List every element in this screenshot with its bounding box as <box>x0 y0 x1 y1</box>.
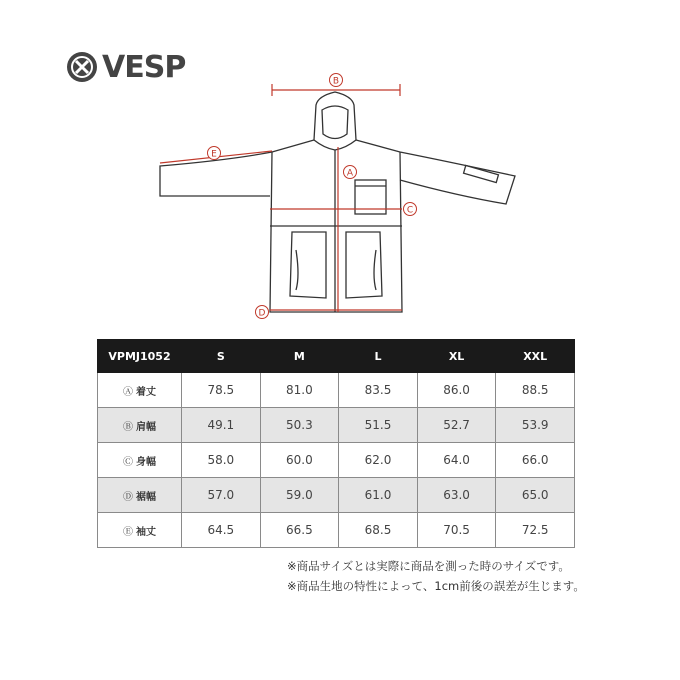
row-label: Ⓐ 着丈 <box>98 373 182 408</box>
table-cell: 49.1 <box>182 408 261 443</box>
svg-text:D: D <box>258 308 266 319</box>
marker-c <box>404 203 417 216</box>
table-row <box>98 443 575 478</box>
jacket-diagram <box>0 0 680 330</box>
measurement-lines <box>160 84 402 312</box>
table-cell: 64.0 <box>417 443 496 478</box>
table-cell: 72.5 <box>496 513 575 548</box>
row-label: Ⓓ 裾幅 <box>98 478 182 513</box>
size-header: XXL <box>496 340 575 373</box>
size-header: L <box>339 340 418 373</box>
table-cell: 64.5 <box>182 513 261 548</box>
table-cell: 83.5 <box>339 373 418 408</box>
table-row <box>98 373 575 408</box>
size-header: M <box>260 340 339 373</box>
table-cell: 53.9 <box>496 408 575 443</box>
marker-a <box>344 166 357 179</box>
svg-text:B: B <box>332 76 340 87</box>
row-label: Ⓑ 肩幅 <box>98 408 182 443</box>
table-header-row <box>98 340 575 373</box>
marker-b <box>330 74 343 87</box>
table-cell: 61.0 <box>339 478 418 513</box>
model-number-header: VPMJ1052 <box>98 340 182 373</box>
note-line: ※商品サイズとは実際に商品を測った時のサイズです。 <box>287 559 570 573</box>
table-cell: 51.5 <box>339 408 418 443</box>
size-header: S <box>182 340 261 373</box>
table-row <box>98 478 575 513</box>
table-cell: 68.5 <box>339 513 418 548</box>
table-cell: 59.0 <box>260 478 339 513</box>
size-header: XL <box>417 340 496 373</box>
marker-e <box>208 147 221 160</box>
table-cell: 58.0 <box>182 443 261 478</box>
table-cell: 66.0 <box>496 443 575 478</box>
table-cell: 52.7 <box>417 408 496 443</box>
table-row <box>98 513 575 548</box>
table-cell: 78.5 <box>182 373 261 408</box>
size-table <box>97 339 575 548</box>
table-cell: 81.0 <box>260 373 339 408</box>
table-cell: 60.0 <box>260 443 339 478</box>
table-cell: 63.0 <box>417 478 496 513</box>
table-cell: 65.0 <box>496 478 575 513</box>
size-notes <box>287 556 585 596</box>
table-cell: 57.0 <box>182 478 261 513</box>
table-row <box>98 408 575 443</box>
svg-text:A: A <box>346 168 354 179</box>
table-cell: 66.5 <box>260 513 339 548</box>
table-cell: 50.3 <box>260 408 339 443</box>
row-label: Ⓒ 身幅 <box>98 443 182 478</box>
svg-text:E: E <box>211 149 217 160</box>
table-cell: 86.0 <box>417 373 496 408</box>
logo-text: VESP <box>102 49 186 85</box>
svg-text:C: C <box>406 205 414 216</box>
row-label: Ⓔ 袖丈 <box>98 513 182 548</box>
table-cell: 70.5 <box>417 513 496 548</box>
marker-d <box>256 306 269 319</box>
table-cell: 88.5 <box>496 373 575 408</box>
note-line: ※商品生地の特性によって、1cm前後の誤差が生じます。 <box>287 579 585 593</box>
table-cell: 62.0 <box>339 443 418 478</box>
